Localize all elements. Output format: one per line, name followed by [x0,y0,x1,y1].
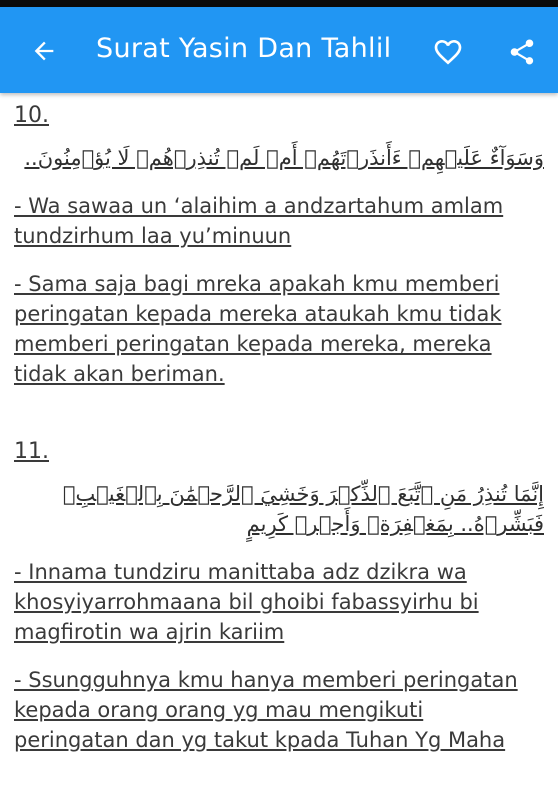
latin-transliteration: - Wa sawaa un ‘alaihim a andzartahum amlam tundzirhum laa yu’minuun [14,194,504,248]
app-title: Surat Yasin Dan Tahlil [96,33,392,64]
favorite-button[interactable] [428,32,468,72]
verse-number: 11. [14,439,49,464]
verse-item [14,101,544,389]
verse-item [14,437,544,755]
arabic-text: وَسَوَآءٌ عَلَيۡهِمۡ ءَأَنذَرۡتَهُمۡ أَمۡ لَمۡ تُنذِرۡهُمۡ لَا يُؤۡمِنُونَ.. [24,146,544,170]
verse-list[interactable] [14,93,544,800]
latin-transliteration: - Innama tundziru manittaba adz dzikra wa khosyiyarrohmaana bil ghoibi fabassyirhu bi magfirotin wa ajrin kariim [14,560,479,644]
heart-icon [432,36,464,68]
share-icon [507,37,537,67]
status-bar [0,0,558,7]
translation-text: - Ssungguhnya kmu hanya memberi peringatan kepada orang orang yg mau mengikuti peringatan dan yg takut kpada Tuhan Yg Maha [14,668,518,752]
translation-text: - Sama saja bagi mreka apakah kmu memberi peringatan kepada mereka ataukah kmu tidak memberi peringatan kepada mereka, mereka tidak akan beriman. [14,272,502,386]
back-arrow-icon [30,37,58,65]
share-button[interactable] [502,32,542,72]
app-bar [0,7,558,93]
back-button[interactable] [24,31,64,71]
arabic-text: إِنَّمَا تُنذِرُ مَنِ ٱتَّبَعَ ٱلذِّكۡرَ وَخَشِيَ ٱلرَّحۡمَٰنَ بِٱلۡغَيۡبِۖ فَبَشِّرۡهُ.. بِمَغۡفِرَةٖ وَأَجۡرٖ كَرِيمٍ [62,482,544,536]
verse-number: 10. [14,103,49,128]
